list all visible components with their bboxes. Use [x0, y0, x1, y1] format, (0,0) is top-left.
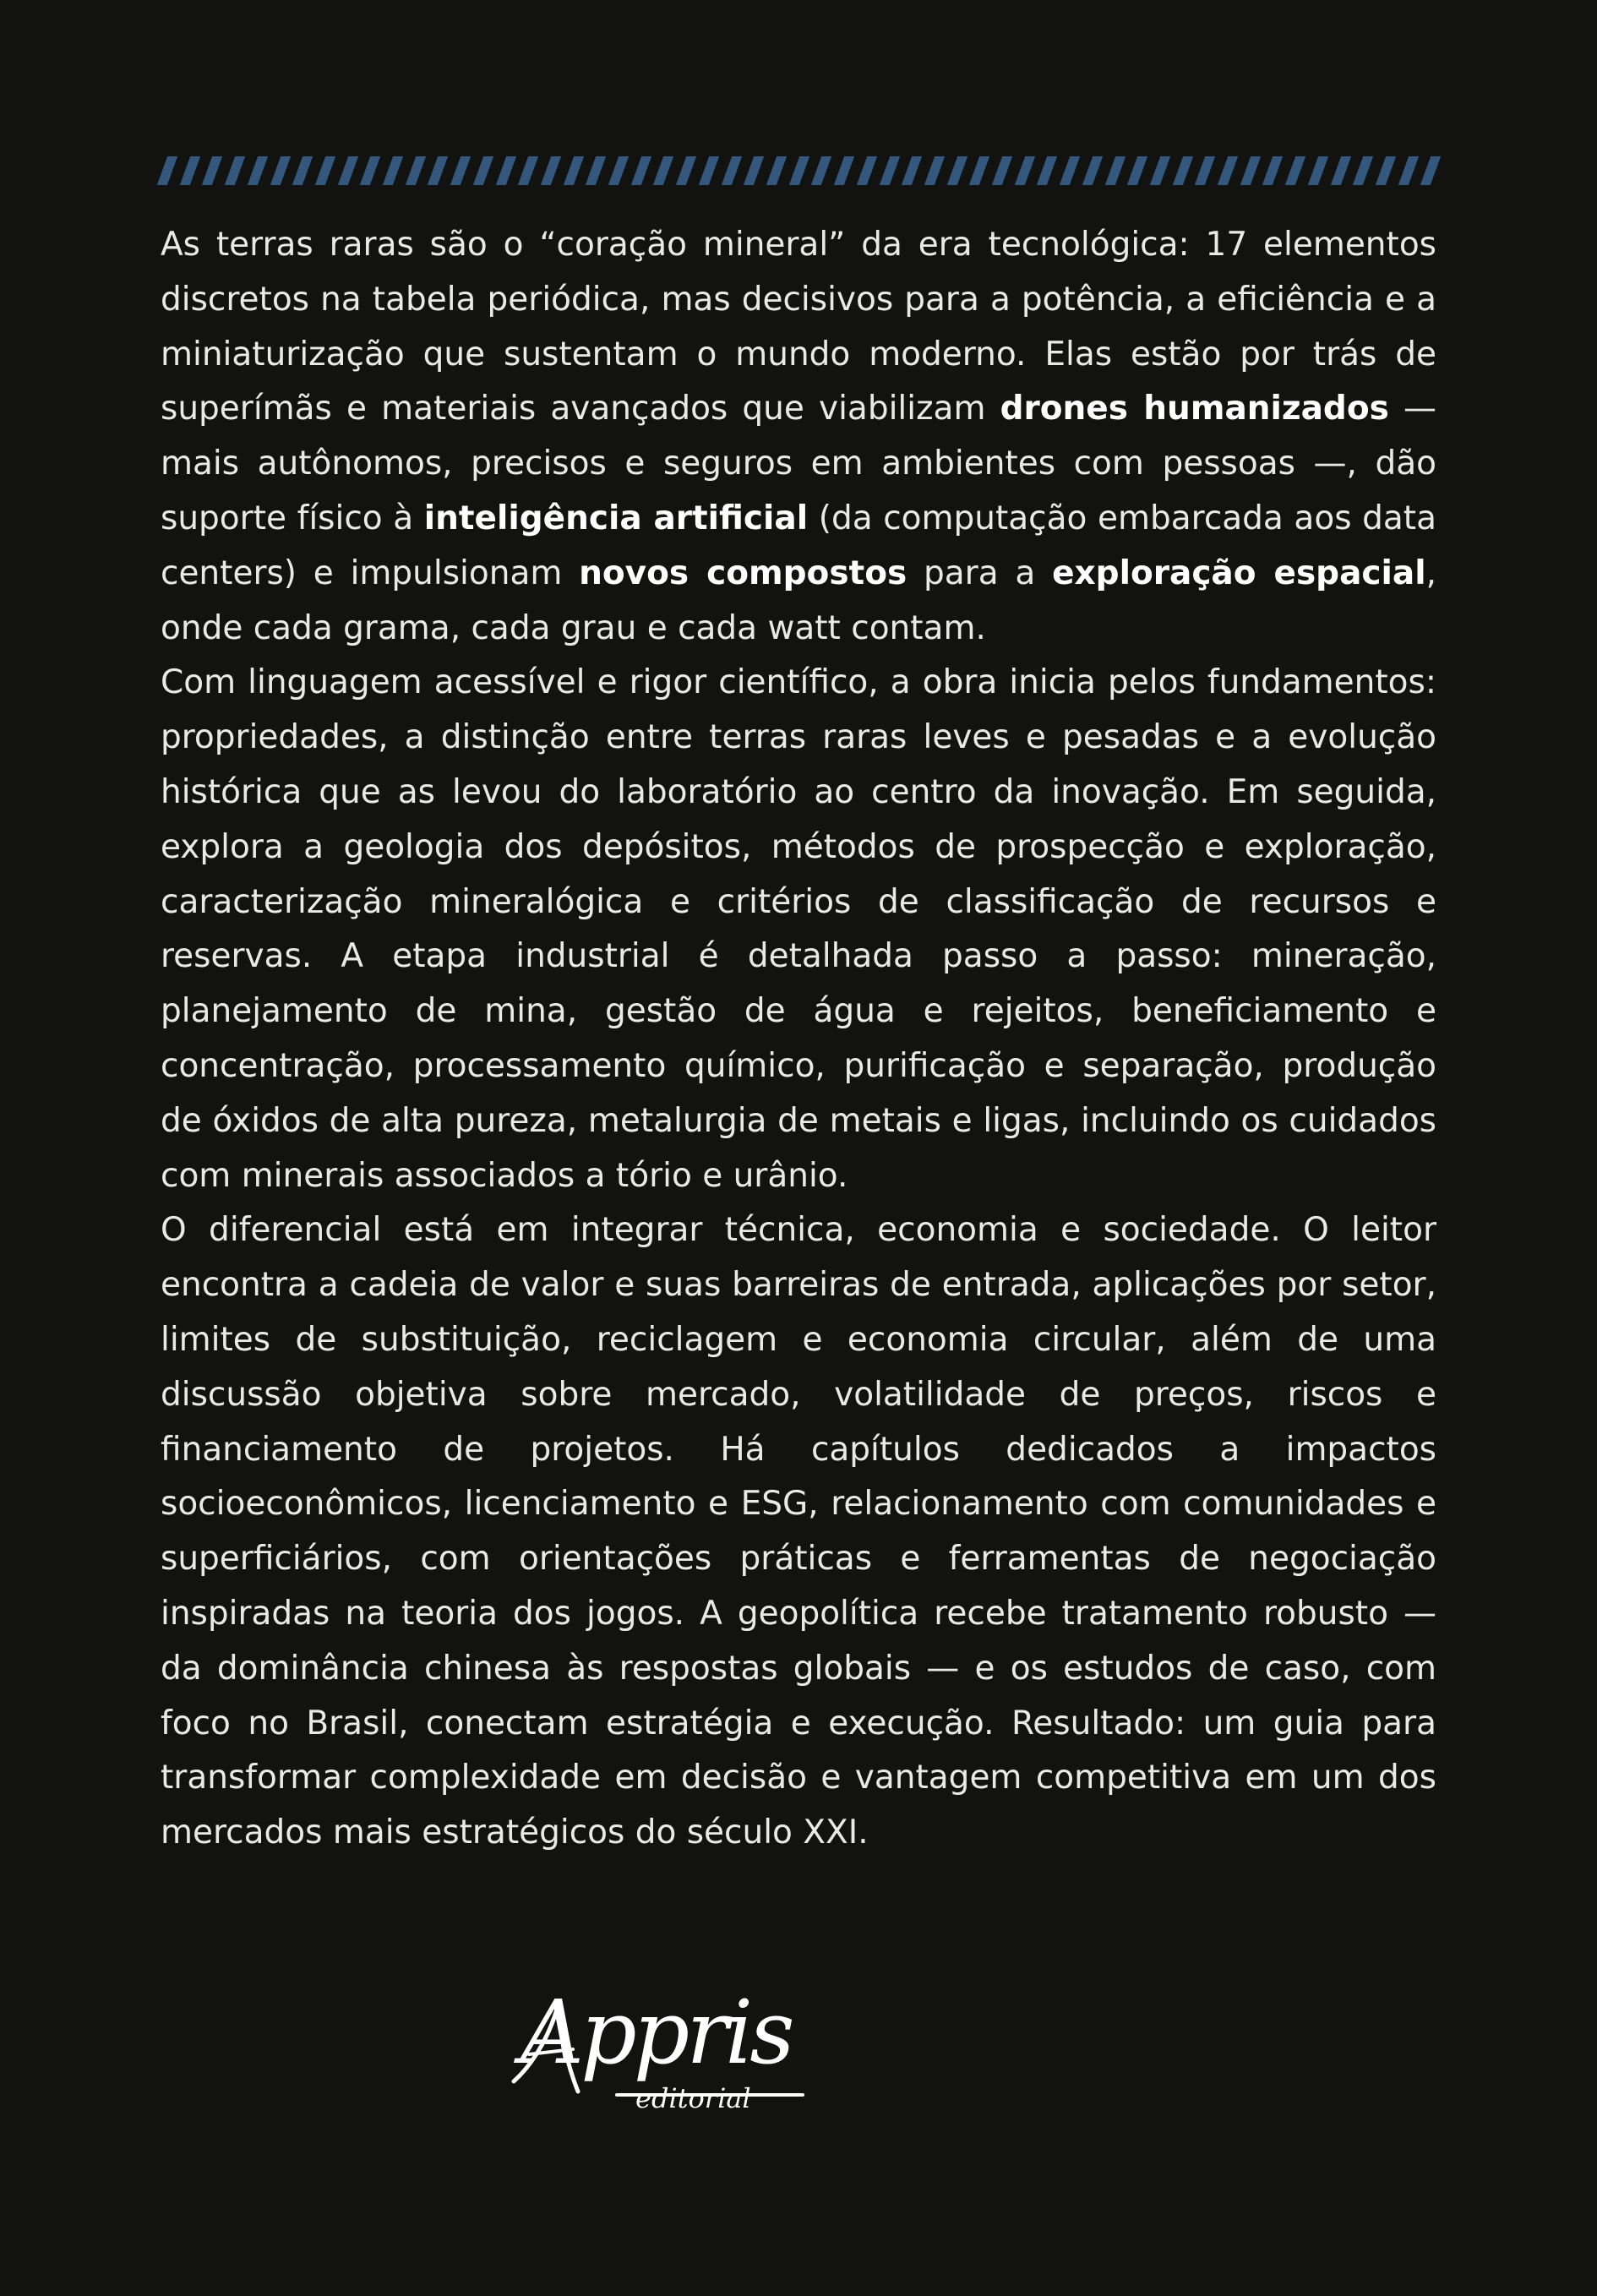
slash-mark	[1195, 156, 1215, 185]
slash-mark	[563, 156, 583, 185]
slash-mark	[1218, 156, 1238, 185]
slash-mark	[1398, 156, 1418, 185]
blurb-text-run: para a	[907, 554, 1053, 592]
back-cover-blurb	[161, 218, 1436, 1861]
blurb-paragraph-3: O diferencial está em integrar técnica, economia e sociedade. O leitor encontra a cadeia de valor e suas barreiras de entrada, aplicações por setor, limites de substituição, reciclagem e economia circular, além de uma discussão objetiva sobre mercado, volatilidade de preços, riscos e financiamento de projetos. Há capítulos dedicados a impactos socioeconômicos, licenciamento e ESG, relacionamento com comunidades e superficiários, com orientações práticas e ferramentas de negociação inspiradas na teoria dos jogos. A geopolítica recebe tratamento robusto — da dominância chinesa às respostas globais — e os estudos de caso, com foco no Brasil, conectam estratégia e execução. Resultado: um guia para transformar complexidade em decisão e vantagem competitiva em um dos mercados mais estratégicos do século XXI.	[161, 1211, 1436, 1852]
slash-mark	[1104, 156, 1125, 185]
slash-mark	[924, 156, 945, 185]
slash-mark	[1330, 156, 1350, 185]
slash-mark	[766, 156, 787, 185]
slash-mark	[180, 156, 200, 185]
slash-mark	[406, 156, 426, 185]
slash-mark	[360, 156, 380, 185]
slash-mark	[541, 156, 561, 185]
slash-mark	[428, 156, 448, 185]
slash-mark	[1127, 156, 1147, 185]
blurb-text-run: — mais autônomos, precisos e seguros em ambientes com pessoas —, dão suporte físico à	[161, 390, 1437, 537]
slash-mark	[1060, 156, 1080, 185]
slash-mark	[721, 156, 741, 185]
logo-subtitle: editorial	[635, 2082, 751, 2114]
slash-mark	[1285, 156, 1305, 185]
blurb-highlight: inteligência artificial	[423, 499, 809, 537]
slash-mark	[270, 156, 290, 185]
slash-mark	[946, 156, 967, 185]
slash-mark	[315, 156, 335, 185]
blurb-paragraph-2: Com linguagem acessível e rigor científico, a obra inicia pelos fundamentos: propriedades, a distinção entre terras raras leves e pesadas e a evolução histórica que as levou do laboratório ao centro da inovação. Em seguida, explora a geologia dos depósitos, métodos de prospecção e exploração, caracterização mineralógica e critérios de classificação de recursos e reservas. A etapa industrial é detalhada passo a passo: mineração, planejamento de mina, gestão de água e rejeitos, beneficiamento e concentração, processamento químico, purificação e separação, produção de óxidos de alta pureza, metalurgia de metais e ligas, incluindo os cuidados com minerais associados a tório e urânio.	[161, 663, 1436, 1195]
slash-mark	[1308, 156, 1328, 185]
slash-mark	[834, 156, 854, 185]
slash-mark	[1037, 156, 1057, 185]
slash-mark	[1082, 156, 1103, 185]
slash-mark	[495, 156, 515, 185]
slash-mark	[789, 156, 809, 185]
slash-mark	[902, 156, 922, 185]
slash-mark	[811, 156, 831, 185]
slash-mark	[337, 156, 357, 185]
slash-mark	[473, 156, 493, 185]
slash-mark	[1353, 156, 1373, 185]
blurb-text-run: As terras raras são o “coração mineral” da era tecnológica: 17 elementos discretos na tabela periódica, mas decisivos para a potência, a eficiência e a miniaturização que sustentam o mundo moderno. Elas estão por trás de superímãs e materiais avançados que viabilizam	[161, 226, 1436, 428]
slash-mark	[450, 156, 471, 185]
slash-mark	[879, 156, 899, 185]
slash-mark	[1015, 156, 1035, 185]
slash-mark	[699, 156, 719, 185]
logo-wordmark: Appris	[521, 1981, 792, 2084]
slash-mark	[202, 156, 222, 185]
slash-mark	[292, 156, 313, 185]
slash-mark	[1420, 156, 1441, 185]
slash-mark	[676, 156, 696, 185]
slash-mark	[383, 156, 403, 185]
publisher-logo	[505, 1982, 809, 2125]
slash-mark	[1150, 156, 1170, 185]
blurb-highlight: exploração espacial	[1052, 554, 1426, 592]
slash-mark	[1172, 156, 1192, 185]
slash-mark	[1240, 156, 1261, 185]
blurb-highlight: novos compostos	[579, 554, 908, 592]
slash-mark	[1376, 156, 1396, 185]
blurb-paragraph-1	[161, 218, 1436, 656]
decorative-slash-rule	[162, 152, 1436, 189]
blurb-highlight: drones humanizados	[1000, 390, 1389, 428]
slash-mark	[969, 156, 989, 185]
slash-mark	[225, 156, 245, 185]
slash-mark	[586, 156, 606, 185]
slash-mark	[248, 156, 268, 185]
slash-mark	[631, 156, 651, 185]
blurb-text-run: , onde cada grama, cada grau e cada watt contam.	[161, 554, 1436, 647]
slash-mark	[518, 156, 538, 185]
slash-mark	[992, 156, 1012, 185]
slash-mark	[157, 156, 177, 185]
slash-mark	[744, 156, 764, 185]
slash-mark	[1262, 156, 1283, 185]
slash-mark	[857, 156, 877, 185]
slash-mark	[608, 156, 629, 185]
slash-mark	[653, 156, 673, 185]
blurb-text-run: (da computação embarcada aos data centers) e impulsionam	[161, 499, 1436, 592]
